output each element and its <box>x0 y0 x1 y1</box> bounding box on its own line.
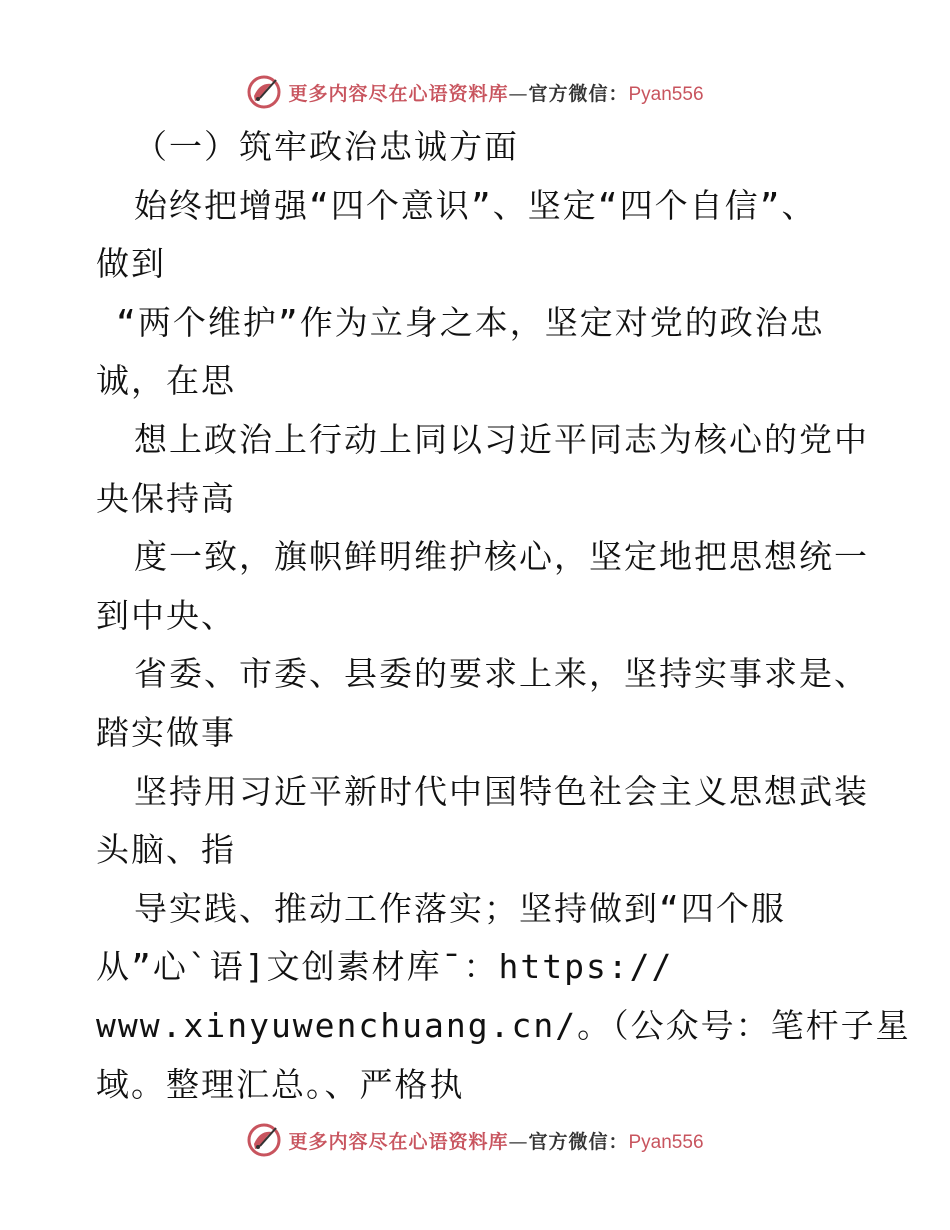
banner-wechat-label: 官方微信： <box>528 1130 629 1153</box>
header-banner <box>0 70 950 114</box>
banner-wechat-id: Pyan556 <box>628 83 704 105</box>
paragraph-line: 头脑、指 <box>96 830 236 870</box>
section-heading: （一）筑牢政治忠诚方面 <box>134 127 519 166</box>
paragraph-line: 想上政治上行动上同以习近平同志为核心的党中 <box>134 419 869 459</box>
paragraph-line: 导实践、推动工作落实；坚持做到“四个服 <box>134 888 786 928</box>
banner-wechat-label: 官方微信： <box>528 82 629 105</box>
banner-wechat-id: Pyan556 <box>628 1131 704 1153</box>
paragraph-line: 诚，在思 <box>96 361 236 401</box>
pen-logo-icon <box>246 74 282 110</box>
paragraph-line: “两个维护”作为立身之本，坚定对党的政治忠 <box>116 302 825 342</box>
footer-banner <box>0 1118 950 1162</box>
banner-main-text: 更多内容尽在心语资料库 <box>288 82 509 105</box>
banner-separator: — <box>508 1130 529 1153</box>
paragraph-line: 坚持用习近平新时代中国特色社会主义思想武装 <box>134 771 869 811</box>
paragraph-line: 度一致，旗帜鲜明维护核心，坚定地把思想统一 <box>134 537 869 577</box>
paragraph-line: 从”心`语]文创素材库¯：https:// <box>96 947 674 987</box>
banner <box>246 1122 703 1158</box>
banner <box>246 74 703 110</box>
document-body <box>96 118 911 1114</box>
paragraph-line: www.xinyuwenchuang.cn/。（公众号：笔杆子星 <box>96 1005 911 1045</box>
paragraph-line: 始终把增强“四个意识”、坚定“四个自信”、 <box>134 185 817 225</box>
banner-separator: — <box>508 82 529 105</box>
paragraph-line: 踏实做事 <box>96 712 236 752</box>
pen-logo-icon <box>246 1122 282 1158</box>
paragraph-line: 域。整理汇总。、严格执 <box>96 1064 465 1104</box>
paragraph-line: 省委、市委、县委的要求上来，坚持实事求是、 <box>134 654 869 694</box>
banner-main-text: 更多内容尽在心语资料库 <box>288 1130 509 1153</box>
paragraph-line: 央保持高 <box>96 478 236 518</box>
paragraph-line: 做到 <box>96 244 166 284</box>
paragraph-line: 到中央、 <box>96 595 236 635</box>
